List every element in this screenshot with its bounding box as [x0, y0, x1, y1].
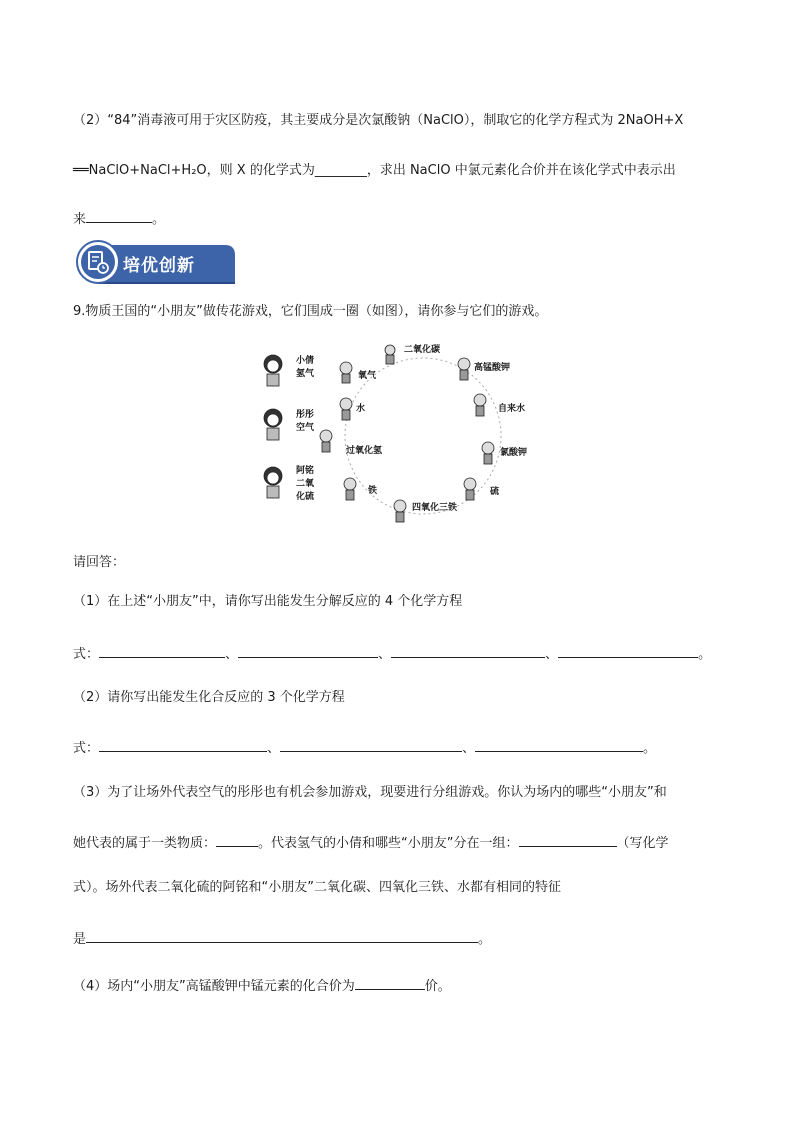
terminator: 。	[698, 647, 712, 662]
label-outside2-name: 彤彤	[296, 410, 315, 420]
answer-blank[interactable]	[391, 643, 545, 658]
separator: 、	[462, 741, 476, 756]
q9-p3-line3: 式）。场外代表二氧化硫的阿铭和“小朋友”二氧化碳、四氧化三铁、水都有相同的特征	[73, 880, 561, 895]
answer-blank[interactable]	[558, 643, 698, 658]
label-water: 水	[356, 404, 366, 414]
q9-p3-line1: （3）为了让场外代表空气的彤彤也有机会参加游戏，现要进行分组游戏。你认为场内的哪些“小朋友”和	[73, 785, 667, 800]
text: 她代表的属于一类物质：	[73, 836, 217, 851]
prefix: 是	[73, 932, 87, 947]
separator: 、	[267, 741, 281, 756]
q9-intro: 9.物质王国的“小朋友”做传花游戏，它们围成一圈（如图），请你参与它们的游戏。	[73, 304, 548, 319]
game-circle-figure	[258, 338, 538, 533]
q8-part2-line1: （2）“84”消毒液可用于灾区防疫，其主要成分是次氯酸钠（NaClO），制取它的化学方程式为 2NaOH+X	[73, 113, 684, 128]
separator: 、	[378, 647, 392, 662]
separator: 、	[545, 647, 559, 662]
banner-title: 培优创新	[123, 256, 195, 276]
q8-line3-prefix: 来	[73, 212, 87, 227]
answer-blank[interactable]	[216, 832, 258, 847]
q9-p3-line4	[73, 928, 491, 949]
label-outside3-role1: 二氧	[296, 479, 315, 489]
label-outside1-name: 小倩	[296, 356, 315, 366]
separator: 、	[225, 647, 239, 662]
document-clock-icon	[75, 239, 121, 289]
q9-p4	[73, 975, 451, 996]
q8-part2-line2: ══NaClO+NaCl+H₂O，则 X 的化学式为________，求出 NaClO 中氯元素化合价并在该化学式中表示出	[73, 163, 676, 178]
q9-p1-line2	[73, 643, 711, 664]
answer-blank[interactable]	[475, 737, 643, 752]
terminator: 。	[643, 741, 657, 756]
answer-blank[interactable]	[519, 832, 617, 847]
label-iron: 铁	[368, 486, 378, 496]
label-potassium-permanganate: 高锰酸钾	[474, 363, 511, 373]
text: 价。	[424, 979, 451, 994]
q9-p2-line1: （2）请你写出能发生化合反应的 3 个化学方程	[73, 690, 345, 705]
text: （写化学	[616, 836, 669, 851]
terminator: 。	[478, 932, 492, 947]
prefix: 式：	[73, 741, 100, 756]
section-banner	[75, 239, 235, 285]
label-carbon-dioxide: 二氧化碳	[404, 345, 441, 355]
answer-blank[interactable]	[99, 737, 267, 752]
label-potassium-chlorate: 氯酸钾	[500, 448, 528, 458]
q8-part2-line3	[73, 208, 165, 229]
label-outside3-role2: 化硫	[296, 492, 315, 502]
answer-blank[interactable]	[238, 643, 378, 658]
q8-line3-suffix: 。	[152, 212, 166, 227]
answer-blank[interactable]	[86, 928, 478, 943]
label-tap-water: 自来水	[498, 404, 526, 414]
q9-p1-line1: （1）在上述“小朋友”中，请你写出能发生分解反应的 4 个化学方程	[73, 594, 463, 609]
q9-prompt: 请回答：	[73, 555, 126, 570]
q9-p3-line2	[73, 832, 669, 853]
label-hydrogen-peroxide: 过氧化氢	[346, 446, 383, 456]
label-iron-oxide: 四氧化三铁	[412, 503, 458, 513]
answer-blank[interactable]	[280, 737, 462, 752]
label-sulfur: 硫	[490, 487, 500, 497]
label-outside3-name: 阿铭	[296, 466, 315, 476]
answer-blank[interactable]	[355, 975, 425, 990]
answer-blank[interactable]	[99, 643, 225, 658]
text: （4）场内“小朋友”高锰酸钾中锰元素的化合价为	[73, 979, 355, 994]
prefix: 式：	[73, 647, 100, 662]
label-outside1-role: 氢气	[296, 369, 315, 379]
answer-blank[interactable]	[86, 208, 152, 223]
text: 。代表氢气的小倩和哪些“小朋友”分在一组：	[258, 836, 519, 851]
q9-p2-line2	[73, 737, 656, 758]
label-outside2-role: 空气	[296, 423, 315, 433]
label-oxygen: 氧气	[358, 371, 377, 381]
